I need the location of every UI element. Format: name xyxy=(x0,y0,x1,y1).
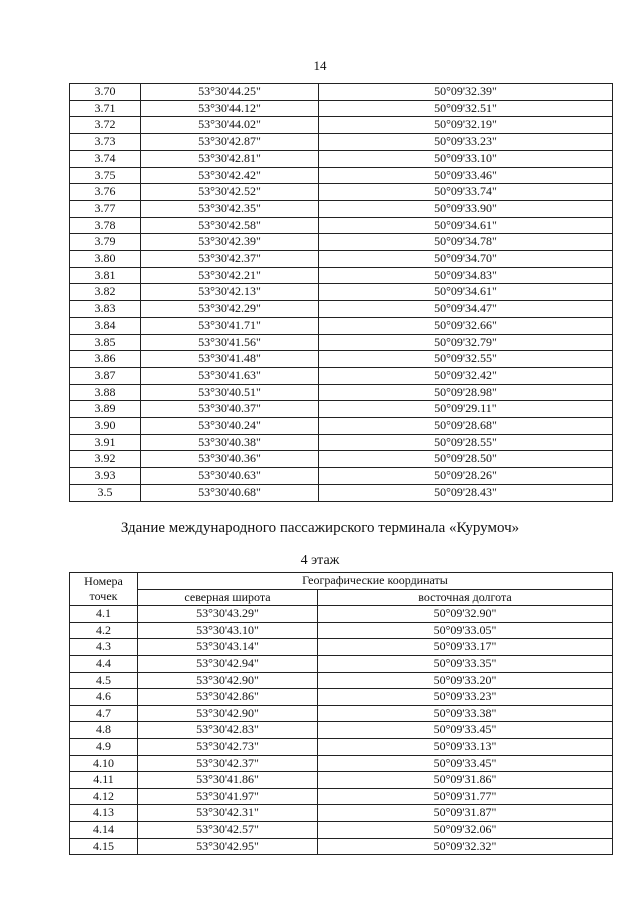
latitude-cell: 53°30'42.52" xyxy=(141,184,319,201)
floor-title: 4 этаж xyxy=(300,553,340,568)
point-number-cell: 4.14 xyxy=(70,821,138,838)
section-title: Здание международного пассажирского терминала «Курумоч» xyxy=(120,520,520,536)
longitude-cell: 50°09'32.55" xyxy=(319,351,613,368)
longitude-cell: 50°09'32.32" xyxy=(318,838,613,855)
latitude-cell: 53°30'42.37" xyxy=(141,251,319,268)
longitude-cell: 50°09'32.42" xyxy=(319,367,613,384)
latitude-cell: 53°30'41.56" xyxy=(141,334,319,351)
table-row xyxy=(70,251,613,268)
longitude-cell: 50°09'31.86" xyxy=(318,772,613,789)
point-number-cell: 3.85 xyxy=(70,334,141,351)
latitude-cell: 53°30'40.36" xyxy=(141,451,319,468)
point-number-cell: 3.70 xyxy=(70,84,141,101)
table-row xyxy=(70,805,613,822)
latitude-cell: 53°30'42.58" xyxy=(141,217,319,234)
longitude-cell: 50°09'28.50" xyxy=(319,451,613,468)
latitude-cell: 53°30'40.63" xyxy=(141,468,319,485)
latitude-cell: 53°30'42.21" xyxy=(141,267,319,284)
table-row xyxy=(70,418,613,435)
table-row xyxy=(70,622,613,639)
point-number-cell: 3.91 xyxy=(70,434,141,451)
point-number-cell: 3.74 xyxy=(70,150,141,167)
point-number-cell: 3.87 xyxy=(70,367,141,384)
longitude-cell: 50°09'33.23" xyxy=(319,134,613,151)
table-row xyxy=(70,451,613,468)
longitude-cell: 50°09'32.19" xyxy=(319,117,613,134)
latitude-cell: 53°30'41.97" xyxy=(138,788,318,805)
longitude-cell: 50°09'32.79" xyxy=(319,334,613,351)
latitude-cell: 53°30'44.12" xyxy=(141,100,319,117)
latitude-cell: 53°30'42.90" xyxy=(138,672,318,689)
table-row xyxy=(70,722,613,739)
latitude-cell: 53°30'42.39" xyxy=(141,234,319,251)
longitude-cell: 50°09'33.05" xyxy=(318,622,613,639)
longitude-cell: 50°09'33.46" xyxy=(319,167,613,184)
longitude-cell: 50°09'34.61" xyxy=(319,284,613,301)
latitude-cell: 53°30'41.86" xyxy=(138,772,318,789)
longitude-cell: 50°09'32.51" xyxy=(319,100,613,117)
longitude-cell: 50°09'34.83" xyxy=(319,267,613,284)
table-row xyxy=(70,167,613,184)
longitude-cell: 50°09'32.90" xyxy=(318,606,613,623)
table-row xyxy=(70,351,613,368)
point-number-cell: 4.3 xyxy=(70,639,138,656)
table-row xyxy=(70,655,613,672)
point-number-cell: 4.13 xyxy=(70,805,138,822)
longitude-cell: 50°09'33.90" xyxy=(319,200,613,217)
latitude-cell: 53°30'42.90" xyxy=(138,705,318,722)
longitude-cell: 50°09'33.38" xyxy=(318,705,613,722)
point-number-cell: 3.73 xyxy=(70,134,141,151)
latitude-cell: 53°30'43.29" xyxy=(138,606,318,623)
point-number-cell: 3.89 xyxy=(70,401,141,418)
point-number-cell: 3.81 xyxy=(70,267,141,284)
latitude-cell: 53°30'41.48" xyxy=(141,351,319,368)
latitude-cell: 53°30'42.73" xyxy=(138,738,318,755)
longitude-cell: 50°09'28.98" xyxy=(319,384,613,401)
longitude-cell: 50°09'34.78" xyxy=(319,234,613,251)
point-number-cell: 3.75 xyxy=(70,167,141,184)
longitude-cell: 50°09'33.13" xyxy=(318,738,613,755)
latitude-cell: 53°30'42.83" xyxy=(138,722,318,739)
longitude-column-header: восточная долгота xyxy=(318,589,613,606)
latitude-cell: 53°30'40.37" xyxy=(141,401,319,418)
table-row xyxy=(70,401,613,418)
floor-4-coordinates-table xyxy=(69,572,613,855)
point-number-cell: 3.79 xyxy=(70,234,141,251)
latitude-cell: 53°30'40.38" xyxy=(141,434,319,451)
latitude-cell: 53°30'44.25" xyxy=(141,84,319,101)
table-row xyxy=(70,689,613,706)
table-row xyxy=(70,184,613,201)
longitude-cell: 50°09'34.47" xyxy=(319,301,613,318)
longitude-cell: 50°09'33.45" xyxy=(318,755,613,772)
latitude-cell: 53°30'42.37" xyxy=(138,755,318,772)
longitude-cell: 50°09'28.68" xyxy=(319,418,613,435)
table-row xyxy=(70,317,613,334)
point-number-cell: 3.71 xyxy=(70,100,141,117)
longitude-cell: 50°09'32.06" xyxy=(318,821,613,838)
longitude-cell: 50°09'34.70" xyxy=(319,251,613,268)
table-row xyxy=(70,755,613,772)
point-number-cell: 3.93 xyxy=(70,468,141,485)
latitude-cell: 53°30'42.94" xyxy=(138,655,318,672)
longitude-cell: 50°09'29.11" xyxy=(319,401,613,418)
point-number-cell: 4.11 xyxy=(70,772,138,789)
latitude-cell: 53°30'42.95" xyxy=(138,838,318,855)
longitude-cell: 50°09'33.74" xyxy=(319,184,613,201)
point-number-cell: 4.12 xyxy=(70,788,138,805)
latitude-column-header: северная широта xyxy=(138,589,318,606)
point-number-cell: 3.77 xyxy=(70,200,141,217)
point-number-cell: 4.9 xyxy=(70,738,138,755)
longitude-cell: 50°09'28.43" xyxy=(319,484,613,501)
table-row xyxy=(70,468,613,485)
latitude-cell: 53°30'42.29" xyxy=(141,301,319,318)
point-number-cell: 3.80 xyxy=(70,251,141,268)
table-row xyxy=(70,639,613,656)
longitude-cell: 50°09'31.77" xyxy=(318,788,613,805)
point-number-cell: 4.1 xyxy=(70,606,138,623)
table-row xyxy=(70,267,613,284)
point-number-cell: 3.84 xyxy=(70,317,141,334)
latitude-cell: 53°30'42.86" xyxy=(138,689,318,706)
table-row xyxy=(70,100,613,117)
coordinates-table-continued xyxy=(69,83,613,502)
point-number-cell: 3.72 xyxy=(70,117,141,134)
table-subheader-row xyxy=(70,589,613,606)
coordinates-group-header: Географические координаты xyxy=(138,573,613,590)
latitude-cell: 53°30'42.81" xyxy=(141,150,319,167)
table-row xyxy=(70,705,613,722)
longitude-cell: 50°09'33.45" xyxy=(318,722,613,739)
point-number-cell: 4.8 xyxy=(70,722,138,739)
point-number-cell: 3.92 xyxy=(70,451,141,468)
point-number-cell: 3.76 xyxy=(70,184,141,201)
point-number-cell: 3.78 xyxy=(70,217,141,234)
floor-4-table-body xyxy=(70,606,613,855)
longitude-cell: 50°09'28.26" xyxy=(319,468,613,485)
latitude-cell: 53°30'42.13" xyxy=(141,284,319,301)
longitude-cell: 50°09'33.20" xyxy=(318,672,613,689)
point-number-cell: 4.15 xyxy=(70,838,138,855)
latitude-cell: 53°30'40.51" xyxy=(141,384,319,401)
point-number-cell: 4.4 xyxy=(70,655,138,672)
table-row xyxy=(70,772,613,789)
table-row xyxy=(70,334,613,351)
latitude-cell: 53°30'42.57" xyxy=(138,821,318,838)
longitude-cell: 50°09'32.66" xyxy=(319,317,613,334)
longitude-cell: 50°09'34.61" xyxy=(319,217,613,234)
coordinates-table-body xyxy=(70,84,613,502)
table-row xyxy=(70,606,613,623)
point-number-cell: 3.90 xyxy=(70,418,141,435)
point-number-cell: 4.5 xyxy=(70,672,138,689)
table-row xyxy=(70,301,613,318)
points-column-header xyxy=(70,573,138,606)
table-row xyxy=(70,672,613,689)
latitude-cell: 53°30'44.02" xyxy=(141,117,319,134)
table-row xyxy=(70,134,613,151)
table-row xyxy=(70,234,613,251)
latitude-cell: 53°30'40.68" xyxy=(141,484,319,501)
latitude-cell: 53°30'42.31" xyxy=(138,805,318,822)
longitude-cell: 50°09'33.10" xyxy=(319,150,613,167)
table-row xyxy=(70,217,613,234)
table-row xyxy=(70,117,613,134)
longitude-cell: 50°09'28.55" xyxy=(319,434,613,451)
table-row xyxy=(70,838,613,855)
point-number-cell: 3.5 xyxy=(70,484,141,501)
table-row xyxy=(70,484,613,501)
point-number-cell: 3.86 xyxy=(70,351,141,368)
table-row xyxy=(70,738,613,755)
latitude-cell: 53°30'41.71" xyxy=(141,317,319,334)
point-number-cell: 3.88 xyxy=(70,384,141,401)
longitude-cell: 50°09'33.23" xyxy=(318,689,613,706)
table-row xyxy=(70,284,613,301)
table-row xyxy=(70,788,613,805)
longitude-cell: 50°09'33.17" xyxy=(318,639,613,656)
point-number-cell: 4.7 xyxy=(70,705,138,722)
point-number-cell: 3.83 xyxy=(70,301,141,318)
latitude-cell: 53°30'40.24" xyxy=(141,418,319,435)
table-row xyxy=(70,150,613,167)
latitude-cell: 53°30'43.14" xyxy=(138,639,318,656)
point-number-cell: 3.82 xyxy=(70,284,141,301)
longitude-cell: 50°09'31.87" xyxy=(318,805,613,822)
table-header-row xyxy=(70,573,613,590)
table-row xyxy=(70,821,613,838)
table-row xyxy=(70,200,613,217)
points-header-line1: Номера xyxy=(84,573,123,588)
latitude-cell: 53°30'41.63" xyxy=(141,367,319,384)
latitude-cell: 53°30'43.10" xyxy=(138,622,318,639)
table-row xyxy=(70,384,613,401)
points-header-line2: точек xyxy=(89,589,118,604)
table-row xyxy=(70,84,613,101)
latitude-cell: 53°30'42.42" xyxy=(141,167,319,184)
table-row xyxy=(70,367,613,384)
page-number: 14 xyxy=(313,58,327,73)
point-number-cell: 4.10 xyxy=(70,755,138,772)
longitude-cell: 50°09'32.39" xyxy=(319,84,613,101)
latitude-cell: 53°30'42.35" xyxy=(141,200,319,217)
table-row xyxy=(70,434,613,451)
longitude-cell: 50°09'33.35" xyxy=(318,655,613,672)
point-number-cell: 4.2 xyxy=(70,622,138,639)
latitude-cell: 53°30'42.87" xyxy=(141,134,319,151)
point-number-cell: 4.6 xyxy=(70,689,138,706)
